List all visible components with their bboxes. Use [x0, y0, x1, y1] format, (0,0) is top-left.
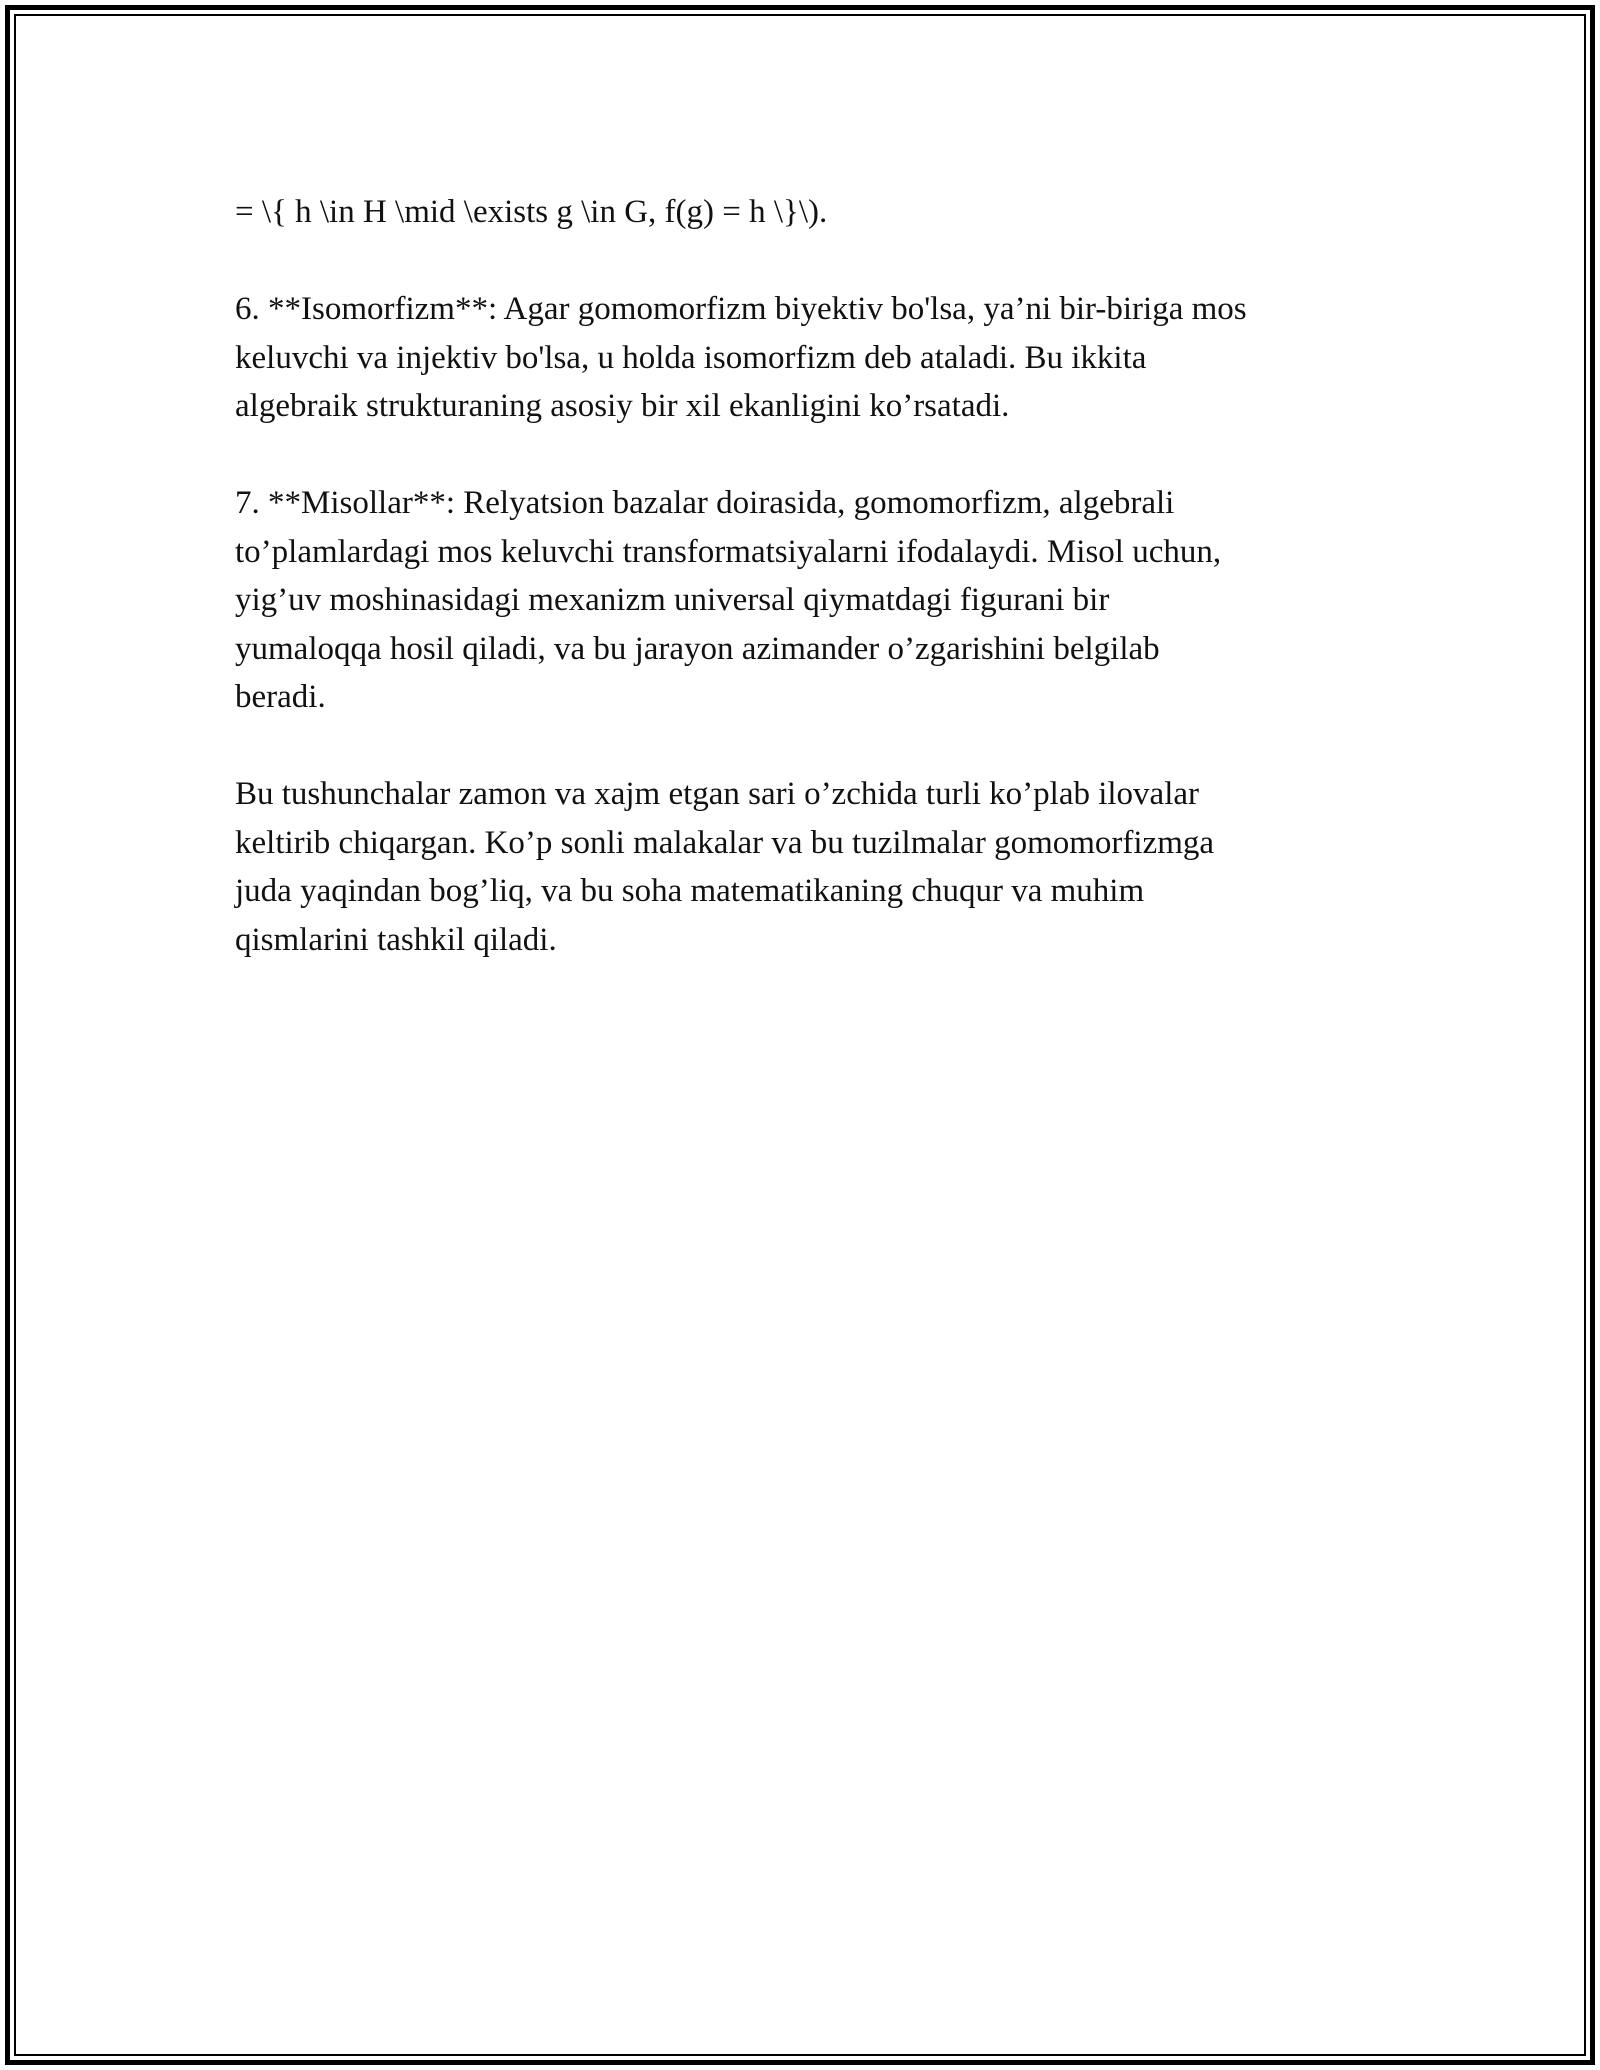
document-body — [235, 188, 1385, 1013]
paragraph-misollar: 7. **Misollar**: Relyatsion bazalar doirasida, gomomorfizm, algebrali to’plamlardagi mos keluvchi transformatsiyalarni ifodalaydi. Misol uchun, yig’uv moshinasidagi mexanizm universal qiymatdagi figurani bir yumaloqqa hosil qiladi, va bu jarayon azimander o’zgarishini belgilab beradi. — [235, 485, 1222, 715]
paragraph-conclusion: Bu tushunchalar zamon va xajm etgan sari o’zchida turli ko’plab ilovalar keltirib chiqargan. Ko’p sonli malakalar va bu tuzilmalar gomomorfizmga juda yaqindan bog’liq, va bu soha matematikaning chuqur va muhim qismlarini tashkil qiladi. — [235, 776, 1215, 958]
formula-line: = \{ h \in H \mid \exists g \in G, f(g) = h \}\). — [235, 194, 828, 230]
paragraph-isomorfizm: 6. **Isomorfizm**: Agar gomomorfizm biyektiv bo'lsa, ya’ni bir-biriga mos keluvchi va injektiv bo'lsa, u holda isomorfizm deb ataladi. Bu ikkita algebraik strukturaning asosiy bir xil ekanligini ko’rsatadi. — [235, 291, 1247, 424]
